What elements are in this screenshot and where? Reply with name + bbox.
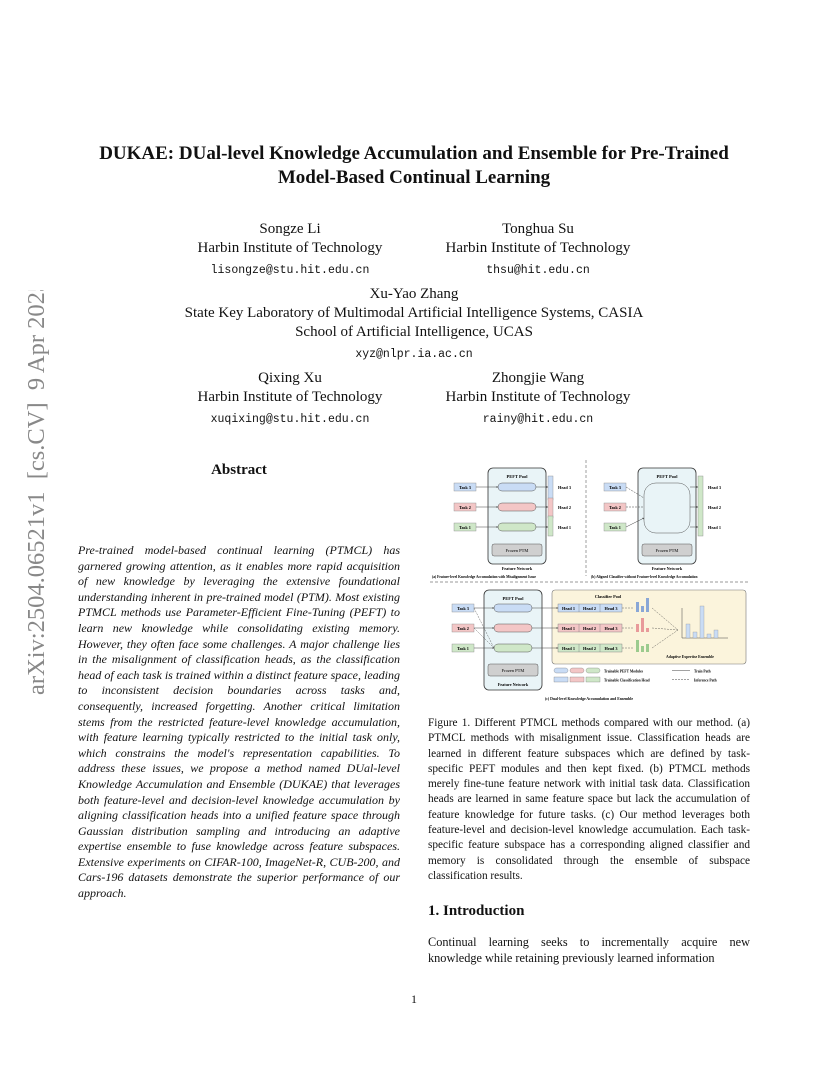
panel-a-head3: Head 3 (558, 485, 572, 490)
figure-1 (428, 458, 750, 706)
cls-row2-head2: Head 2 (582, 626, 597, 631)
arxiv-stamp (8, 290, 58, 700)
panel-c-ensemble-label: Adaptive Expertise Ensemble (666, 655, 714, 659)
panel-a-task2: Task 2 (459, 505, 471, 510)
panel-b-pool-label: PEFT Pool (656, 474, 678, 479)
panel-b-task1: Task 1 (609, 525, 621, 530)
author-name: Qixing Xu (258, 370, 322, 386)
figure-legend (554, 668, 717, 683)
panel-b-head2: Head 2 (708, 505, 722, 510)
figure-caption: Figure 1. Different PTMCL methods compared with our method. (a) PTMCL methods with misalignment issue. Classification heads are learned in different feature subspaces which are defined by task-specific PEFT modules and then kept fixed. (b) PTMCL methods merely fine-tune feature network with initial task data. Classification heads are learned in same feature space but lack the accumulation of feature knowledge for future tasks. (c) Our method leverages both feature-level and decision-level knowledge accumulation. Each task-specific feature subspace has a corresponding aligned classifier and memory is consolidated through the ensemble of subspace classification results. (428, 717, 750, 882)
author-affiliation: Harbin Institute of Technology (197, 240, 383, 256)
panel-c-cls-pool-label: Classifier Pool (594, 594, 622, 599)
legend-head: Trainable Classification Head (604, 678, 650, 683)
panel-c-task3: Task 3 (457, 606, 469, 611)
panel-a-head1: Head 1 (558, 525, 572, 530)
panel-b-head3: Head 3 (708, 485, 722, 490)
author-2 (408, 220, 668, 280)
author-affiliation-2: School of Artificial Intelligence, UCAS (295, 324, 533, 340)
panel-c-pool-label: PEFT Pool (502, 596, 524, 601)
intro-paragraph: Continual learning seeks to incrementally acquire new knowledge while retaining previously learned information (428, 935, 750, 965)
panel-a-caption: (a) Feature-level Knowledge Accumulation with Misalignment Issue (432, 575, 536, 579)
author-email: thsu@hit.edu.cn (486, 264, 590, 277)
panel-c-network-label: Feature Network (497, 682, 529, 687)
author-affiliation: Harbin Institute of Technology (445, 389, 631, 405)
panel-a-head2: Head 2 (558, 505, 572, 510)
cls-row3-head3: Head 3 (604, 606, 618, 611)
page-number: 1 (411, 992, 417, 1006)
panel-b-task3: Task 3 (609, 485, 621, 490)
author-affiliation: State Key Laboratory of Multimodal Artificial Intelligence Systems, CASIA (184, 305, 644, 321)
panel-b-head1: Head 1 (708, 525, 722, 530)
cls-row2-head3: Head 3 (604, 626, 618, 631)
author-name: Tonghua Su (502, 221, 574, 237)
author-email: lisongze@stu.hit.edu.cn (210, 264, 370, 277)
section-title: 1. Introduction (428, 903, 525, 919)
cls-row1-head3: Head 3 (604, 646, 618, 651)
cls-row-1 (558, 644, 622, 652)
author-name: Zhongjie Wang (491, 370, 585, 386)
panel-b-frozen-label: Frozen PTM (655, 548, 679, 553)
author-email: rainy@hit.edu.cn (482, 413, 594, 426)
panel-a-pool-label: PEFT Pool (506, 474, 528, 479)
panel-a-network-label: Feature Network (501, 566, 533, 571)
panel-c-frozen-label: Frozen PTM (501, 668, 525, 673)
legend-peft: Trainable PEFT Modules (604, 669, 644, 674)
legend-train: Train Path (694, 669, 711, 674)
legend-infer: Inference Path (694, 678, 717, 683)
cls-row3-head2: Head 2 (582, 606, 597, 611)
cls-row-3 (558, 604, 622, 612)
panel-b-task2: Task 2 (609, 505, 621, 510)
cls-row-2 (558, 624, 622, 632)
author-email: xuqixing@stu.hit.edu.cn (210, 413, 370, 426)
panel-c-task2: Task 2 (457, 626, 469, 631)
author-email: xyz@nlpr.ia.ac.cn (355, 348, 473, 361)
author-name: Songze Li (259, 221, 321, 237)
author-name: Xu-Yao Zhang (369, 286, 459, 302)
author-affiliation: Harbin Institute of Technology (197, 389, 383, 405)
panel-a-task1: Task 1 (459, 525, 471, 530)
panel-a (432, 468, 571, 579)
author-4 (160, 369, 420, 429)
panel-a-task3: Task 3 (459, 485, 471, 490)
author-affiliation: Harbin Institute of Technology (445, 240, 631, 256)
abstract-body: Pre-trained model-based continual learning (PTMCL) has garnered growing attention, as it enables more rapid acquisition of new knowledge by leveraging the extensive foundational understanding inherent in pre-trained model (PTM). Most existing PTMCL methods use Parameter-Efficient Fine-Tuning (PEFT) to learn new knowledge while consolidating existing memory. However, they often face some challenges. A major challenge lies in the misalignment of classification heads, as the classification head of each task is trained within a distinct feature space, leading to inconsistent decision boundaries across tasks and, consequently, increased forgetting. Another critical limitation stems from the restricted feature-level knowledge accumulation, with feature learning typically restricted to the initial task only, which constrains the model's representation capabilities. To address these issues, we propose a method named DUal-level Knowledge Accumulation and Ensemble (DUKAE) that leverages both feature-level and decision-level knowledge accumulation by aligning classification heads into a unified feature space through Gaussian distribution sampling and introducing an adaptive expertise ensemble to fuse knowledge across feature subspaces. Extensive experiments on CIFAR-100, ImageNet-R, CUB-200, and Cars-196 datasets demonstrate the superior performance of our approach. (78, 543, 400, 901)
panel-b-network-label: Feature Network (651, 566, 683, 571)
cls-row1-head2: Head 2 (582, 646, 597, 651)
panel-a-frozen-label: Frozen PTM (505, 548, 529, 553)
figure-1-diagram (428, 458, 750, 706)
panel-c (452, 590, 746, 701)
cls-row3-head1: Head 1 (561, 606, 576, 611)
arxiv-stamp-text: arXiv:2504.06521v1 [cs.CV] 9 Apr 2025 (23, 290, 50, 695)
cls-row1-head1: Head 1 (561, 646, 576, 651)
panel-b-caption: (b) Aligned Classifier without Feature-level Knowledge Accumulation (591, 575, 698, 579)
author-3 (114, 285, 714, 364)
panel-c-task1: Task 1 (457, 646, 469, 651)
panel-b (591, 468, 721, 579)
author-5 (408, 369, 668, 429)
paper-title: DUKAE: DUal-level Knowledge Accumulation and Ensemble for Pre-Trained Model-Based Continual Learning (99, 143, 729, 188)
abstract-heading: Abstract (211, 462, 267, 478)
cls-row2-head1: Head 1 (561, 626, 576, 631)
panel-c-caption: (c) Dual-level Knowledge Accumulation and Ensemble (544, 697, 634, 701)
author-1 (160, 220, 420, 280)
